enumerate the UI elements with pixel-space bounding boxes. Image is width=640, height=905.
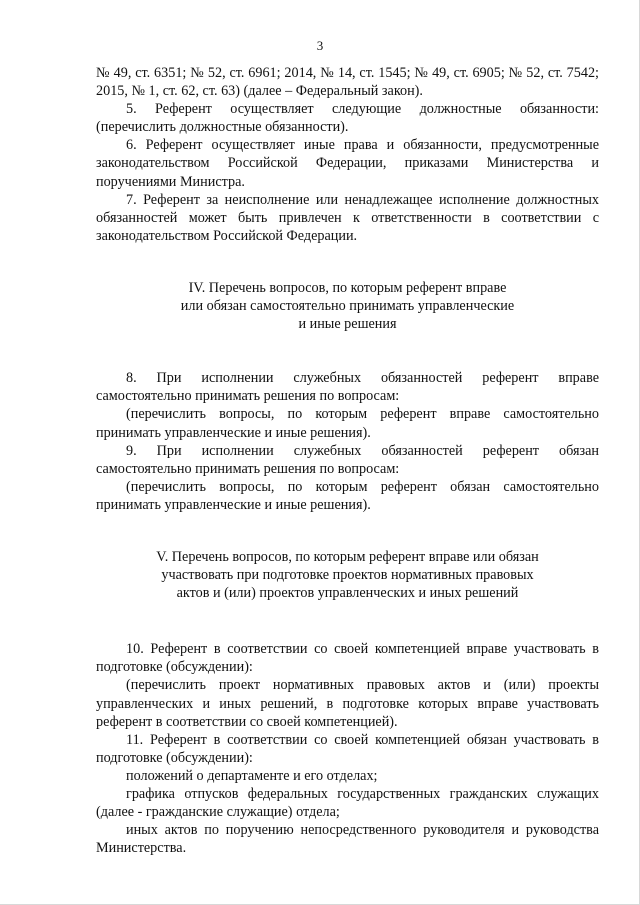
paragraph-8-detail: (перечислить вопросы, по которым референт вправе самостоятельно принимать управленческие и иные решения). [96,406,599,441]
page-number: 3 [316,38,324,53]
paragraph-6: 6. Референт осуществляет иные права и обязанности, предусмотренные законодательством Российской Федерации, приказами Министерства и поручениями Министра. [96,137,599,190]
section-4-heading [96,279,599,333]
paragraph-11-item-1: положений о департаменте и его отделах; [126,767,378,784]
section-5-heading-line-1: V. Перечень вопросов, по которым референт вправе или обязан [156,548,539,565]
paragraph-11: 11. Референт в соответствии со своей компетенцией обязан участвовать в подготовке (обсуждении): [96,731,599,766]
paragraph-11-item-2: графика отпусков федеральных государственных гражданских служащих (далее - гражданские служащие) отдела; [96,786,599,821]
paragraph-9: 9. При исполнении служебных обязанностей референт обязан самостоятельно принимать решения по вопросам: [96,442,599,477]
section-5-heading-line-2: участвовать при подготовке проектов нормативных правовых [161,567,534,584]
paragraph-10-detail: (перечислить проект нормативных правовых актов и (или) проекты управленческих и иных решений, в подготовке которых вправе участвовать референт в соответствии со своей компетенцией). [96,677,599,730]
section-5-heading [96,548,599,602]
section-4-heading-line-1: IV. Перечень вопросов, по которым референт вправе [188,279,507,296]
section-5-heading-line-3: актов и (или) проектов управленческих и иных решений [176,585,519,602]
paragraph-9-detail: (перечислить вопросы, по которым референт обязан самостоятельно принимать управленческие и иные решения). [96,478,599,513]
paragraph-7: 7. Референт за неисполнение или ненадлежащее исполнение должностных обязанностей может быть привлечен к ответственности в соответствии с законодательством Российской Федерации. [96,191,599,244]
paragraph-5: 5. Референт осуществляет следующие должностные обязанности: (перечислить должностные обязанности). [96,101,599,136]
section-4-heading-line-2: или обязан самостоятельно принимать управленческие [180,298,515,315]
section-4-heading-line-3: и иные решения [298,316,397,333]
paragraph-law-reference: № 49, ст. 6351; № 52, ст. 6961; 2014, № 14, ст. 1545; № 49, ст. 6905; № 52, ст. 7542; 2015, № 1, ст. 62, ст. 63) (далее – Федеральный закон). [96,65,599,100]
paragraph-11-item-3: иных актов по поручению непосредственного руководителя и руководства Министерства. [96,822,599,857]
paragraph-10: 10. Референт в соответствии со своей компетенцией вправе участвовать в подготовке (обсуждении): [96,641,599,676]
document-body [96,64,599,857]
paragraph-8: 8. При исполнении служебных обязанностей референт вправе самостоятельно принимать решения по вопросам: [96,370,599,405]
